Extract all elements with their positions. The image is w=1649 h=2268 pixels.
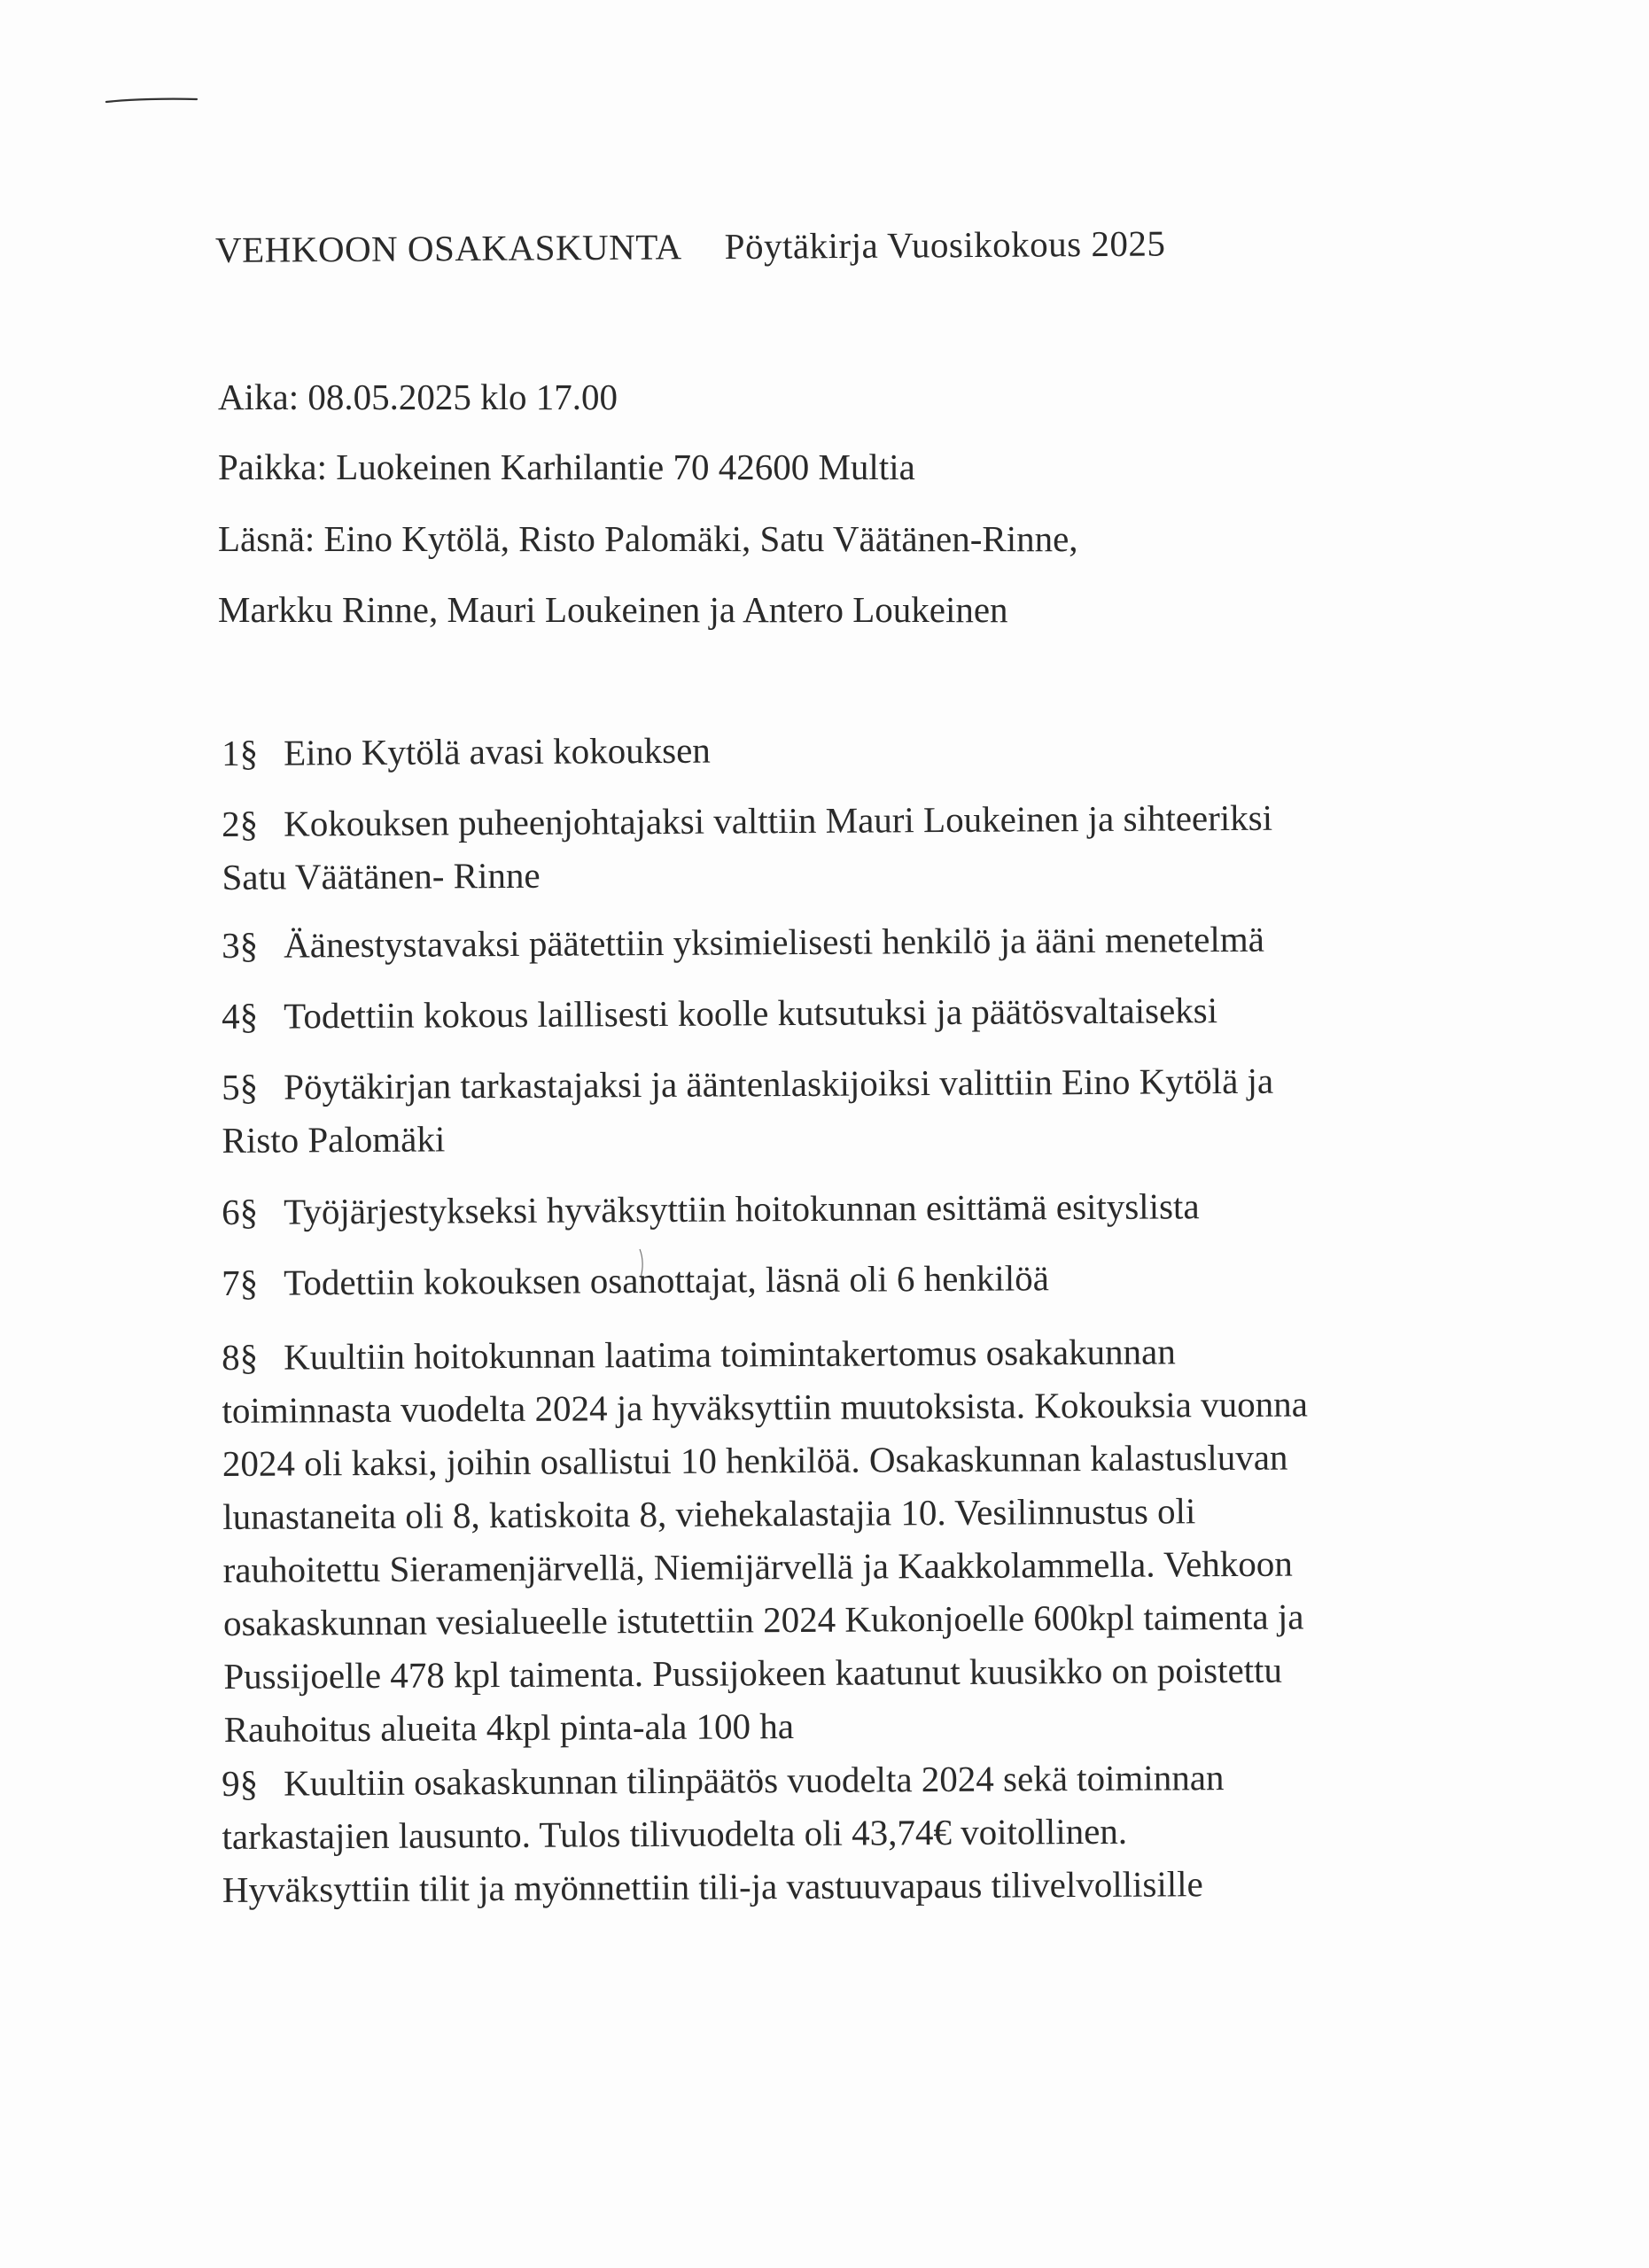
- section-text: Todettiin kokous laillisesti koolle kutsutuksi ja päätösvaltaiseksi: [284, 990, 1218, 1037]
- section-text: Pöytäkirjan tarkastajaksi ja ääntenlaskijoiksi valittiin Eino Kytölä ja: [284, 1060, 1274, 1107]
- section-number: 3§: [222, 924, 259, 966]
- section-number: 8§: [222, 1336, 259, 1378]
- section-9: [222, 1751, 1225, 1916]
- section-text-continued: Risto Palomäki: [222, 1118, 446, 1161]
- section-text-continued: Rauhoitus alueita 4kpl pinta-ala 100 ha: [223, 1705, 795, 1750]
- section-number: 6§: [222, 1191, 259, 1232]
- section-number: 5§: [222, 1066, 259, 1107]
- section-6: [222, 1179, 1200, 1239]
- section-text: Kokouksen puheenjohtajaksi valttiin Mauri Loukeinen ja sihteeriksi: [284, 796, 1273, 844]
- meeting-time: Aika: 08.05.2025 klo 17.00: [218, 377, 618, 417]
- section-text: Todettiin kokouksen osanottajat, läsnä oli 6 henkilöä: [284, 1257, 1049, 1303]
- section-text-continued: rauhoitettu Sieramenjärvellä, Niemijärvellä ja Kaakkolammella. Vehkoon: [222, 1542, 1293, 1590]
- meeting-place: Paikka: Luokeinen Karhilantie 70 42600 Multia: [218, 447, 915, 487]
- organization-name: VEHKOON OSAKASKUNTA: [214, 226, 682, 270]
- section-5: [222, 1054, 1274, 1167]
- section-1: [222, 724, 711, 780]
- section-number: 2§: [222, 803, 259, 844]
- pen-stroke-mark: [105, 96, 198, 105]
- section-number: 1§: [222, 732, 259, 773]
- section-text-continued: osakaskunnan vesialueelle istutettiin 2024 Kukonjoelle 600kpl taimenta ja: [222, 1596, 1304, 1643]
- section-text-continued: lunastaneita oli 8, katiskoita 8, viehekalastajia 10. Vesilinnustus oli: [222, 1490, 1196, 1537]
- section-number: 7§: [222, 1262, 259, 1303]
- section-text-continued: Satu Väätänen- Rinne: [222, 854, 541, 897]
- section-number: 9§: [222, 1762, 259, 1804]
- section-2: [222, 791, 1273, 904]
- section-text-continued: tarkastajien lausunto. Tulos tilivuodelta oli 43,74€ voitollinen.: [222, 1810, 1128, 1857]
- section-3: [222, 913, 1264, 972]
- attendees-line-1: Läsnä: Eino Kytölä, Risto Palomäki, Satu Väätänen-Rinne,: [218, 518, 1078, 559]
- section-text: Eino Kytölä avasi kokouksen: [284, 729, 711, 773]
- attendees-line-2: Markku Rinne, Mauri Loukeinen ja Antero Loukeinen: [218, 589, 1008, 630]
- section-text: Työjärjestykseksi hyväksyttiin hoitokunnan esittämä esityslista: [284, 1185, 1200, 1232]
- section-text: Kuultiin hoitokunnan laatima toimintakertomus osakakunnan: [284, 1331, 1176, 1378]
- section-text-continued: Hyväksyttiin tilit ja myönnettiin tili-ja vastuuvapaus tilivelvollisille: [222, 1863, 1203, 1910]
- section-text: Äänestystavaksi päätettiin yksimielisesti henkilö ja ääni menetelmä: [284, 918, 1265, 966]
- section-7: [222, 1251, 1049, 1309]
- section-text: Kuultiin osakaskunnan tilinpäätös vuodelta 2024 sekä toiminnan: [284, 1757, 1225, 1804]
- section-number: 4§: [222, 995, 259, 1037]
- document-header: [215, 222, 1166, 271]
- section-8: [222, 1324, 1310, 1756]
- section-text-continued: 2024 oli kaksi, joihin osallistui 10 henkilöä. Osakaskunnan kalastusluvan: [222, 1436, 1288, 1484]
- section-text-continued: Pussijoelle 478 kpl taimenta. Pussijokeen kaatunut kuusikko on poistettu: [223, 1649, 1283, 1697]
- section-text-continued: toiminnasta vuodelta 2024 ja hyväksyttiin muutoksista. Kokouksia vuonna: [222, 1383, 1308, 1431]
- section-4: [222, 983, 1217, 1043]
- document-title: Pöytäkirja Vuosikokous 2025: [724, 222, 1166, 267]
